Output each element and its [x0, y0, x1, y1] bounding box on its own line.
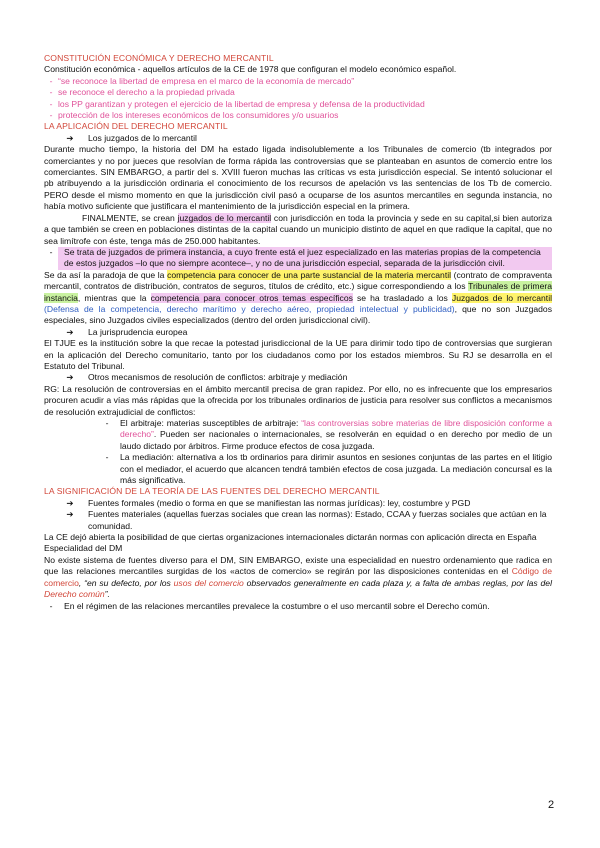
right-arrow-icon: ➔ — [66, 132, 74, 143]
paragraph-ce: La CE dejó abierta la posibilidad de que ciertas organizaciones internacionales dictarán normas con aplicación directa en España — [44, 532, 537, 543]
arrow-item-jurisprudencia: ➔ La jurisprudencia europea — [44, 327, 552, 338]
arrow-item-fuentes-formales: ➔ Fuentes formales (medio o forma en que se manifiestan las normas jurídicas): ley, costumbre y PGD — [44, 498, 552, 509]
list-item: - Se trata de juzgados de primera instancia, a cuyo frente está el juez especializado en las materias propias de la competencia de estos juzgados –lo que no siempre acontece–, y no de una jurisdicción especial, separada de la jurisdicción civil. — [44, 247, 552, 270]
list-item: - se reconoce el derecho a la propiedad privada — [44, 87, 552, 98]
right-arrow-icon: ➔ — [66, 509, 74, 520]
dash-bullet-icon: - — [105, 418, 109, 428]
list-item-mediacion: - La mediación: alternativa a los tb ordinarios para dirimir asuntos en sesiones conjuntas de las partes en el litigio con el mediador, el acuerdo que alcancen tendrá también efectos de cosa juzgada. La mediación concursal es la más significativa. — [44, 452, 552, 486]
arrow-item-juzgados: ➔ Los juzgados de lo mercantil — [44, 133, 552, 144]
subheading-especialidad: Especialidad del DM — [44, 543, 123, 554]
dash-bullet-icon: - — [105, 452, 109, 463]
dash-bullet-icon: - — [49, 600, 53, 611]
dash-bullet-icon: - — [49, 246, 53, 257]
paragraph-durante: Durante mucho tiempo, la historia del DM ha estado ligada indisolublemente a los Tribunales de comercio (tb integrados por comerciantes y no por jueces que resolvían de forma rápida las controversias que se planteaban en asuntos de comercio entre los comerciantes. SIN EMBARGO, a partir del s. XVIII fueron muchas las críticas vs esta jurisdicción especial. Se intentó solucionar el pb atribuyendo a la jurisdicción ordinaria el conocimiento de los recursos de apelación vs las sentencias de los Tb de comercio. PERO desde el mismo momento en que la jurisdicción civil pasó a ocuparse de los asuntos mercantiles en segunda instancia, no había motivo suficiente que justificara el mantenimiento de la jurisdicción especial en la primera. — [44, 144, 552, 212]
arrow-item-fuentes-materiales: ➔ Fuentes materiales (aquellas fuerzas sociales que crean las normas): Estado, CCAA y fuerzas sociales que actúan en la comunidad. — [44, 509, 552, 532]
dash-bullet-icon: - — [49, 75, 53, 86]
heading-fuentes: LA SIGNIFICACIÓN DE LA TEORÍA DE LAS FUENTES DEL DERECHO MERCANTIL — [44, 486, 380, 497]
paragraph-tjue: El TJUE es la institución sobre la que recae la potestad jurisdiccional de la UE para dirimir todo tipo de controversias que surgieran en la aplicación del Derecho comunitario, tanto por los ciudadanos como por los estados miembros. Su RJ se desarrolla en el Estatuto del Tribunal. — [44, 338, 552, 371]
dash-bullet-icon: - — [49, 87, 53, 98]
right-arrow-icon: ➔ — [66, 372, 74, 383]
page-number: 2 — [548, 799, 555, 811]
right-arrow-icon: ➔ — [66, 497, 74, 508]
paragraph-paradoja: Se da así la paradoja de que la competencia para conocer de una parte sustancial de la materia mercantil (contrato de compraventa mercantil, contratos de distribución, contratos de seguros, títulos de crédito, etc.) sigue correspondiendo a los Tribunales de primera instancia, mientras que la competencia para conocer otros temas específicos se ha trasladado a los Juzgados de lo mercantil (Defensa de la competencia, derecho marítimo y derecho aéreo, propiedad intelectual y publicidad), que no son Juzgados especiales, sino Juzgados civiles especializados (dentro del orden jurisdiccional civil). — [44, 269, 553, 326]
list-item: - “se reconoce la libertad de empresa en el marco de la economía de mercado” — [44, 76, 552, 87]
dash-bullet-icon: - — [49, 110, 53, 121]
right-arrow-icon: ➔ — [66, 326, 74, 337]
paragraph-rg: RG: La resolución de controversias en el ámbito mercantil precisa de gran rapidez. Por ello, no es infrecuente que los empresarios procuren acudir a vías más rápidas que la ofrecida por los tribunales ordinarios de justicia para resolver sus conflictos a mecanismos de resolución extrajudicial de conflictos: — [44, 383, 552, 417]
list-item-arbitraje: - El arbitraje: materias susceptibles de arbitraje: “las controversias sobre materias de libre disposición conforme a derecho”. Pueden ser nacionales o internacionales, se resolverán en equidad o en derecho por medio de un laudo dictado por árbitros. Firme produce efectos de cosa juzgada. — [44, 418, 552, 452]
dash-bullet-icon: - — [49, 98, 53, 109]
list-item: - los PP garantizan y protegen el ejercicio de la libertad de empresa y defensa de la productividad — [44, 99, 552, 110]
document-page — [44, 53, 552, 612]
heading-aplicacion: LA APLICACIÓN DEL DERECHO MERCANTIL — [44, 121, 228, 132]
list-item: - En el régimen de las relaciones mercantiles prevalece la costumbre o el uso mercantil sobre el Derecho común. — [44, 601, 552, 612]
list-item: - protección de los intereses económicos de los consumidores y/o usuarios — [44, 110, 552, 121]
paragraph-especialidad: No existe sistema de fuentes diverso para el DM, SIN EMBARGO, existe una especialidad en nuestro ordenamiento que radica en que las relaciones mercantiles surgidas de los «actos de comercio» se regirán por las disposiciones contenidas en el Código de comercio, “en su defecto, por los usos del comercio observados generalmente en cada plaza y, a falta de ambas reglas, por las del Derecho común”. — [44, 554, 552, 600]
paragraph-finalmente: FINALMENTE, se crean juzgados de lo mercantil con jurisdicción en toda la provincia y sede en su capital,si bien autoriza a que también se creen en poblaciones distintas de la capital cuando un municipio distinto de aquel en que radique la capital, que no sea limítrofe con éste, tenga más de 250.000 habitantes. — [44, 212, 552, 246]
arrow-item-otros: ➔ Otros mecanismos de resolución de conflictos: arbitraje y mediación — [44, 372, 552, 383]
paragraph-constitucion: Constitución económica - aquellos artículos de la CE de 1978 que configuran el modelo económico español. — [44, 64, 457, 75]
heading-constitucion: CONSTITUCIÓN ECONÓMICA Y DERECHO MERCANTIL — [44, 53, 274, 63]
